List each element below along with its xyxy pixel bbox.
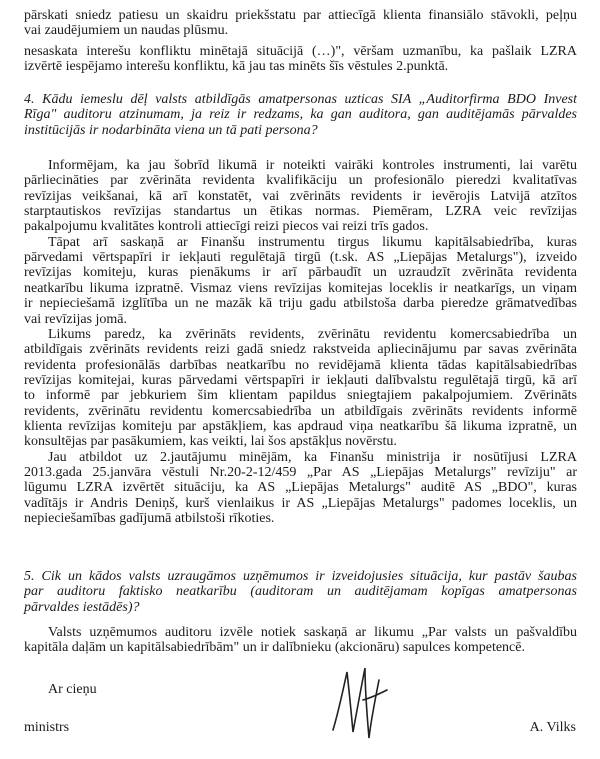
paragraph-text-line: pakalpojumu kvalitātes kontroli attiecīgi reizi piecos vai reizi trīs gados. <box>24 219 429 235</box>
paragraph-text-line: revīzijas veikšanai, kā arī konstatēt, vai zvērināts revidents ir ievērojis Latvijā atzītos <box>24 188 577 204</box>
paragraph-text-line: izvērtē iespējamo interešu konfliktu, kā jau tas minēts šīs vēstules 2.punktā. <box>24 59 449 75</box>
paragraph-text-line: Valsts uzņēmumos auditoru izvēle notiek saskaņā ar likumu „Par valsts un pašvaldību <box>48 625 577 640</box>
question-text-line: institūcijās ir nodarbināta viena un tā pati persona? <box>24 122 318 138</box>
paragraph-text-line: 2013.gada 25.janvāra vēstuli Nr.20-2-12/459 „Par AS „Liepājas Metalurgs" revīziju" ar <box>24 465 577 480</box>
closing-greeting: Ar cieņu <box>48 682 97 697</box>
paragraph-text-line: ir nepieciešamā izglītība un ne mazāk kā triju gadu atbilstoša darba pieredze grāmatvedības <box>24 296 577 312</box>
paragraph-text-line: pārliecināties par zvērināta revidenta kvalifikāciju un profesionālo pieredzi kvalitatīvas <box>24 173 577 189</box>
paragraph-text-line: nesaskata interešu konfliktu minētajā situācijā (…)", vēršam uzmanību, ka pašlaik LZRA <box>24 44 577 59</box>
paragraph-text-line: vai revīzijas jomā. <box>24 311 128 327</box>
paragraph-text-line: Informējam, ka jau šobrīd likumā ir noteikti vairāki kontroles instrumenti, lai varētu <box>48 158 577 173</box>
paragraph-text-line: kapitāla daļām un kapitālsabiedrībām" un ir dalībnieku (akcionāru) sapulces kompetencē. <box>24 640 525 656</box>
paragraph-text-line: revidents, zvērinātu revidentu komercsabiedrība un atbildīgais zvērināts revidents informē <box>24 403 577 419</box>
question-text-line: pārvaldes iestādēs)? <box>24 599 140 615</box>
paragraph-text-line: revīzijas komiteju, kuras pienākums ir arī pārbaudīt un uzraudzīt zvērināta revidenta <box>24 265 577 281</box>
paragraph-text-line: to informē par jebkuriem šim klientam papildus sniegtajiem pakalpojumiem. Zvērināts <box>24 388 577 404</box>
paragraph-text-line: nepieciešamības gadījumā atbilstoši rīkoties. <box>24 511 275 527</box>
paragraph-text-line: revīzijas komitejai, kuras pārvedami vērtspapīri ir iekļauti dalībvalstu regulētajā tirgū, kā arī <box>24 372 577 388</box>
paragraph-text-line: lūgumu LZRA izvērtēt situāciju, ka AS „Liepājas Metalurgs" auditē AS „BDO", kuras <box>24 480 577 496</box>
paragraph-text-line: Tāpat arī saskaņā ar Finanšu instrumentu tirgus likumu kapitālsabiedrība, kuras <box>48 234 577 250</box>
paragraph-text-line: vai zaudējumiem un naudas plūsmu. <box>24 23 229 39</box>
question-text-line: 5. Cik un kādos valsts uzraugāmos uzņēmumos ir izveidojusies situācija, kur pastāv šaubas <box>24 569 577 584</box>
paragraph-text-line: vadītājs ir Andris Deniņš, kurš vienlaikus ir AS „Liepājas Metalurgs" padomes loceklis, un <box>24 495 577 511</box>
paragraph-text-line: neatkarību likuma izpratnē. Vismaz viens revīzijas komitejas loceklis ir neatkarīgs, un viņam <box>24 280 577 296</box>
paragraph-text-line: Likums paredz, ka zvērināts revidents, zvērinātu revidentu komercsabiedrība un <box>48 326 577 342</box>
paragraph-text-line: Jau atbildot uz 2.jautājumu minējām, ka Finanšu ministrija ir nosūtījusi LZRA <box>48 449 577 465</box>
paragraph-text-line: pārskati sniedz patiesu un skaidru priekšstatu par attiecīgā klienta finansiālo stāvokli, peļņu <box>24 8 577 23</box>
paragraph-text-line: konsultējas par pasākumiem, kas veikti, lai šos apstākļus novērstu. <box>24 434 397 450</box>
signer-name: A. Vilks <box>529 720 576 735</box>
paragraph-text-line: pārvedami vērtspapīri ir iekļauti regulētajā tirgū (t.sk. AS „Liepājas Metalurgs"), izveido <box>24 250 577 266</box>
paragraph-text-line: klienta revīzijas komiteju par apstākļiem, kas apdraud viņa neatkarību šā likuma izpratnē, un <box>24 418 577 434</box>
question-text-line: 4. Kādu iemeslu dēļ valsts atbildīgās amatpersonas uzticas SIA „Auditorfirma BDO Invest <box>24 92 577 107</box>
paragraph-text-line: revidenta profesionālās darbības neatkarību no revidējamā klienta tādas kapitālsabiedrības <box>24 357 577 373</box>
handwritten-signature <box>325 660 395 750</box>
signer-title: ministrs <box>24 720 70 735</box>
question-text-line: Rīga" auditoru atzinumam, ja reiz ir redzams, ka gan auditora, gan auditējamās pārvaldes <box>24 107 577 123</box>
question-text-line: par auditoru faktisko neatkarību (auditoram un auditējamam kopīgas amatpersonas <box>24 584 577 600</box>
paragraph-text-line: atbildīgais zvērināts revidents reizi gadā sniedz rakstveida apliecinājumu par savas zvērināta <box>24 342 577 358</box>
paragraph-text-line: starptautiskos revīzijas standartus un ētikas normas. Piemēram, LZRA veic revīzijas <box>24 204 577 220</box>
